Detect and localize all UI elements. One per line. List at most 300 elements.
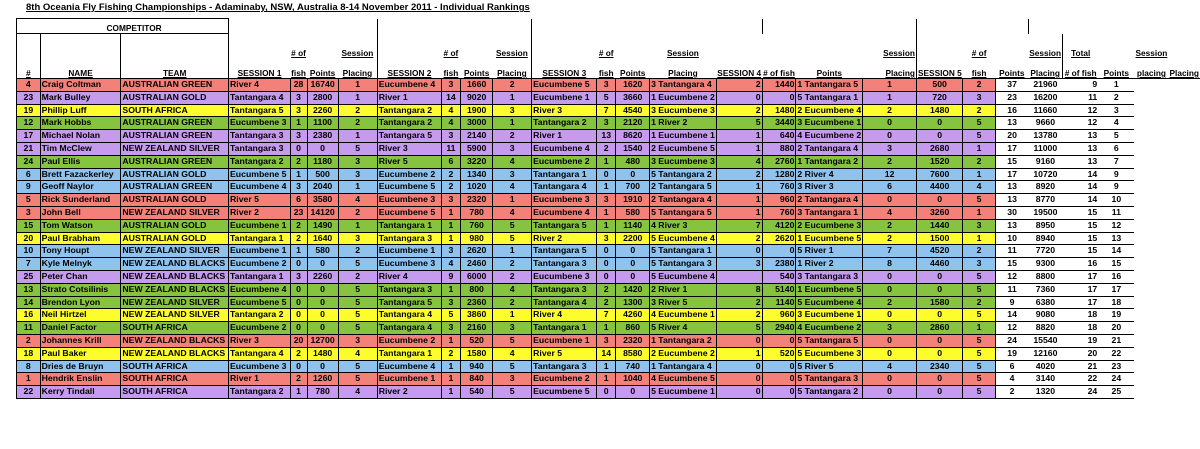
session4-points: 540 bbox=[762, 270, 796, 283]
col-s2-fish: fish bbox=[441, 58, 460, 79]
col-s3-placing: Placing bbox=[650, 58, 717, 79]
session1-points: 0 bbox=[307, 322, 338, 335]
table-row bbox=[17, 283, 1200, 296]
session4-venue: 1 Eucumbene 2 bbox=[650, 91, 717, 104]
session3-points: 0 bbox=[616, 168, 650, 181]
points-placing: 15 bbox=[1063, 219, 1099, 232]
session1-points: 0 bbox=[307, 283, 338, 296]
session2-fish: 3 bbox=[441, 245, 460, 258]
session3-fish: 2 bbox=[596, 296, 615, 309]
session2-venue: Eucumbene 1 bbox=[377, 373, 441, 386]
session2-placing: 1 bbox=[493, 194, 532, 207]
session4-venue: 5 Eucumbene 1 bbox=[650, 386, 717, 399]
session2-venue: Tantangara 2 bbox=[377, 104, 441, 117]
session4-venue: 2 Eucumbene 2 bbox=[650, 347, 717, 360]
session5-fish: 6 bbox=[863, 181, 917, 194]
session2-points: 1660 bbox=[461, 79, 493, 92]
session2-points: 5900 bbox=[461, 142, 493, 155]
session4-fish: 3 bbox=[716, 258, 762, 271]
competitor-number: 21 bbox=[17, 142, 41, 155]
session5-placing: 5 bbox=[963, 130, 996, 143]
session4-points: 2380 bbox=[762, 258, 796, 271]
total-points: 8770 bbox=[1028, 194, 1062, 207]
session3-fish: 5 bbox=[596, 91, 615, 104]
session5-venue: 3 Eucumbene 1 bbox=[796, 309, 863, 322]
session1-points: 0 bbox=[307, 296, 338, 309]
total-fish: 15 bbox=[995, 155, 1028, 168]
session3-fish: 0 bbox=[596, 270, 615, 283]
session2-placing: 3 bbox=[493, 104, 532, 117]
competitor-name: Strato Cotsilinis bbox=[40, 283, 121, 296]
session3-venue: Eucumbene 5 bbox=[532, 79, 597, 92]
session4-venue: 2 Tantangara 4 bbox=[650, 194, 717, 207]
session4-fish: 2 bbox=[716, 232, 762, 245]
total-points: 3140 bbox=[1028, 373, 1062, 386]
competitor-name: Tom Watson bbox=[40, 219, 121, 232]
session1-venue: Tantangara 2 bbox=[229, 155, 291, 168]
session5-placing: 1 bbox=[963, 232, 996, 245]
total-points: 8820 bbox=[1028, 322, 1062, 335]
overall-placing: 19 bbox=[1098, 309, 1134, 322]
session2-points: 540 bbox=[461, 386, 493, 399]
session1-placing: 5 bbox=[338, 258, 377, 271]
table-row bbox=[17, 360, 1200, 373]
session5-venue: 3 Eucumbene 1 bbox=[796, 117, 863, 130]
session4-venue: 5 Eucumbene 4 bbox=[650, 270, 717, 283]
overall-placing: 1 bbox=[1098, 79, 1134, 92]
session4-fish: 0 bbox=[716, 245, 762, 258]
competitor-name: Brett Fazackerley bbox=[40, 168, 121, 181]
session5-venue: 3 Tantangara 3 bbox=[796, 270, 863, 283]
team-name: AUSTRALIAN GOLD bbox=[121, 168, 229, 181]
session5-venue: 5 Eucumbene 3 bbox=[796, 347, 863, 360]
session2-fish: 9 bbox=[441, 270, 460, 283]
session3-fish: 1 bbox=[596, 373, 615, 386]
total-points: 15540 bbox=[1028, 334, 1062, 347]
session3-venue: Tantangara 1 bbox=[532, 168, 597, 181]
table-row bbox=[17, 245, 1200, 258]
session1-placing: 1 bbox=[338, 130, 377, 143]
team-name: AUSTRALIAN GOLD bbox=[121, 219, 229, 232]
session1-fish: 0 bbox=[290, 309, 307, 322]
table-row bbox=[17, 347, 1200, 360]
session2-venue: River 3 bbox=[377, 142, 441, 155]
session3-fish: 0 bbox=[596, 168, 615, 181]
s5-num-of: # of bbox=[971, 48, 987, 58]
session1-fish: 3 bbox=[290, 104, 307, 117]
session3-venue: River 1 bbox=[532, 130, 597, 143]
table-row bbox=[17, 270, 1200, 283]
competitor-name: Brendon Lyon bbox=[40, 296, 121, 309]
session1-venue: Tantangara 2 bbox=[229, 309, 291, 322]
table-row bbox=[17, 296, 1200, 309]
session1-placing: 5 bbox=[338, 296, 377, 309]
session1-placing: 5 bbox=[338, 142, 377, 155]
session3-fish: 7 bbox=[596, 309, 615, 322]
session2-placing: 2 bbox=[493, 130, 532, 143]
session2-points: 780 bbox=[461, 206, 493, 219]
s2-session-top: Session bbox=[495, 48, 528, 58]
session2-fish: 3 bbox=[441, 322, 460, 335]
session3-venue: Eucumbene 4 bbox=[532, 142, 597, 155]
table-row bbox=[17, 219, 1200, 232]
overall-placing: 12 bbox=[1098, 219, 1134, 232]
session3-fish: 2 bbox=[596, 142, 615, 155]
team-name: NEW ZEALAND SILVER bbox=[121, 309, 229, 322]
col-session1: SESSION 1 bbox=[229, 58, 291, 79]
points-placing: 24 bbox=[1063, 386, 1099, 399]
team-name: AUSTRALIAN GOLD bbox=[121, 194, 229, 207]
total-points: 8920 bbox=[1028, 181, 1062, 194]
total-points: 1320 bbox=[1028, 386, 1062, 399]
session1-points: 2800 bbox=[307, 91, 338, 104]
session1-fish: 3 bbox=[290, 91, 307, 104]
session4-points: 5140 bbox=[762, 283, 796, 296]
session1-venue: Eucumbene 2 bbox=[229, 258, 291, 271]
session2-placing: 2 bbox=[493, 296, 532, 309]
session5-placing: 1 bbox=[963, 168, 996, 181]
session1-fish: 1 bbox=[290, 386, 307, 399]
session5-points: 4460 bbox=[916, 258, 962, 271]
session3-venue: Eucumbene 1 bbox=[532, 334, 597, 347]
total-points: 19500 bbox=[1028, 206, 1062, 219]
team-name: NEW ZEALAND SILVER bbox=[121, 206, 229, 219]
session5-fish: 0 bbox=[863, 194, 917, 207]
points-placing: 13 bbox=[1063, 155, 1099, 168]
session5-fish: 12 bbox=[863, 168, 917, 181]
session4-venue: 5 Eucumbene 4 bbox=[650, 232, 717, 245]
session1-venue: Eucumbene 4 bbox=[229, 283, 291, 296]
competitor-name: Peter Chan bbox=[40, 270, 121, 283]
session5-venue: 5 Tantangara 1 bbox=[796, 91, 863, 104]
points-placing: 17 bbox=[1063, 283, 1099, 296]
col-s5-placing: Placing bbox=[1028, 58, 1062, 79]
overall-placing: 5 bbox=[1098, 130, 1134, 143]
total-fish: 9 bbox=[995, 296, 1028, 309]
total-fish: 6 bbox=[995, 360, 1028, 373]
table-row bbox=[17, 194, 1200, 207]
session4-fish: 1 bbox=[716, 347, 762, 360]
col-session2: SESSION 2 bbox=[377, 58, 441, 79]
overall-placing: 20 bbox=[1098, 322, 1134, 335]
page-title: 8th Oceania Fly Fishing Championships - Adaminaby, NSW, Australia 8-14 November 2011 - Individual Rankings bbox=[26, 2, 530, 13]
session5-venue: 1 River 2 bbox=[796, 258, 863, 271]
session4-points: 640 bbox=[762, 130, 796, 143]
competitor-number: 17 bbox=[17, 130, 41, 143]
session2-venue: Eucumbene 2 bbox=[377, 168, 441, 181]
col-s2-placing: Placing bbox=[493, 58, 532, 79]
session3-points: 860 bbox=[616, 322, 650, 335]
overall-placing: 13 bbox=[1098, 232, 1134, 245]
session1-placing: 4 bbox=[338, 194, 377, 207]
session1-placing: 4 bbox=[338, 386, 377, 399]
team-name: AUSTRALIAN GOLD bbox=[121, 91, 229, 104]
session4-points: 2940 bbox=[762, 322, 796, 335]
session2-points: 2460 bbox=[461, 258, 493, 271]
session5-placing: 5 bbox=[963, 386, 996, 399]
session1-venue: Eucumbene 3 bbox=[229, 360, 291, 373]
session3-venue: Tantangara 2 bbox=[532, 117, 597, 130]
total-fish: 13 bbox=[995, 219, 1028, 232]
competitor-number: 8 bbox=[17, 360, 41, 373]
session5-points: 0 bbox=[916, 347, 962, 360]
competitor-number: 1 bbox=[17, 373, 41, 386]
session1-points: 2040 bbox=[307, 181, 338, 194]
table-row bbox=[17, 309, 1200, 322]
session4-points: 4120 bbox=[762, 219, 796, 232]
session2-fish: 3 bbox=[441, 130, 460, 143]
overall-placing: 21 bbox=[1098, 334, 1134, 347]
session3-points: 2200 bbox=[616, 232, 650, 245]
session1-venue: River 4 bbox=[229, 79, 291, 92]
session2-points: 3860 bbox=[461, 309, 493, 322]
session5-venue: 5 Tantangara 3 bbox=[796, 373, 863, 386]
competitor-name: Paul Ellis bbox=[40, 155, 121, 168]
competitor-number: 5 bbox=[17, 194, 41, 207]
session4-venue: 2 Eucumbene 5 bbox=[650, 142, 717, 155]
session4-venue: 1 River 2 bbox=[650, 117, 717, 130]
session5-placing: 1 bbox=[963, 322, 996, 335]
session4-fish: 0 bbox=[716, 91, 762, 104]
total-points: 11000 bbox=[1028, 142, 1062, 155]
total-points: 9300 bbox=[1028, 258, 1062, 271]
session4-venue: 2 River 1 bbox=[650, 283, 717, 296]
session5-venue: 2 Tantangara 4 bbox=[796, 194, 863, 207]
session5-venue: 1 Eucumbene 5 bbox=[796, 283, 863, 296]
total-fish: 11 bbox=[995, 245, 1028, 258]
session2-fish: 2 bbox=[441, 181, 460, 194]
session1-placing: 4 bbox=[338, 347, 377, 360]
total-fish: 11 bbox=[995, 283, 1028, 296]
session5-fish: 1 bbox=[863, 79, 917, 92]
session4-venue: 4 Eucumbene 1 bbox=[650, 309, 717, 322]
session1-points: 2260 bbox=[307, 104, 338, 117]
overall-placing: 7 bbox=[1098, 155, 1134, 168]
session5-placing: 2 bbox=[963, 104, 996, 117]
col-s4-points: Points bbox=[796, 58, 863, 79]
session5-points: 500 bbox=[916, 79, 962, 92]
competitor-number: 3 bbox=[17, 206, 41, 219]
session2-venue: River 4 bbox=[377, 270, 441, 283]
points-placing: 14 bbox=[1063, 181, 1099, 194]
competitor-name: Geoff Naylor bbox=[40, 181, 121, 194]
session4-fish: 2 bbox=[716, 79, 762, 92]
session2-fish: 1 bbox=[441, 232, 460, 245]
table-row bbox=[17, 168, 1200, 181]
col-s4-fish: # of fish bbox=[762, 58, 796, 79]
points-placing: 14 bbox=[1063, 194, 1099, 207]
session1-fish: 0 bbox=[290, 258, 307, 271]
session3-points: 2320 bbox=[616, 334, 650, 347]
session5-placing: 2 bbox=[963, 79, 996, 92]
team-name: SOUTH AFRICA bbox=[121, 386, 229, 399]
session4-points: 0 bbox=[762, 386, 796, 399]
session5-fish: 8 bbox=[863, 258, 917, 271]
session5-venue: 1 Eucumbene 5 bbox=[796, 232, 863, 245]
col-overall-placing: Placing bbox=[1168, 58, 1200, 79]
points-placing: 12 bbox=[1063, 117, 1099, 130]
session5-venue: 5 Tantangara 5 bbox=[796, 334, 863, 347]
table-row bbox=[17, 130, 1200, 143]
session2-venue: Tantangara 1 bbox=[377, 347, 441, 360]
competitor-number: 20 bbox=[17, 232, 41, 245]
session5-points: 0 bbox=[916, 270, 962, 283]
session2-placing: 4 bbox=[493, 155, 532, 168]
session3-fish: 0 bbox=[596, 258, 615, 271]
total-fish: 13 bbox=[995, 181, 1028, 194]
s5-session-top: Session bbox=[1029, 48, 1062, 58]
session2-points: 6000 bbox=[461, 270, 493, 283]
session2-points: 940 bbox=[461, 360, 493, 373]
session1-venue: River 5 bbox=[229, 194, 291, 207]
session2-venue: River 1 bbox=[377, 91, 441, 104]
session2-points: 1340 bbox=[461, 168, 493, 181]
session5-venue: 1 Tantangara 2 bbox=[796, 155, 863, 168]
session2-points: 980 bbox=[461, 232, 493, 245]
session4-fish: 1 bbox=[716, 130, 762, 143]
total-points: 7720 bbox=[1028, 245, 1062, 258]
session5-points: 2680 bbox=[916, 142, 962, 155]
session2-placing: 2 bbox=[493, 79, 532, 92]
session3-fish: 1 bbox=[596, 181, 615, 194]
session1-fish: 2 bbox=[290, 347, 307, 360]
session3-venue: Tantangara 5 bbox=[532, 219, 597, 232]
session3-fish: 1 bbox=[596, 206, 615, 219]
session5-placing: 5 bbox=[963, 117, 996, 130]
session3-points: 700 bbox=[616, 181, 650, 194]
session1-fish: 1 bbox=[290, 245, 307, 258]
session4-fish bbox=[716, 270, 762, 283]
session2-placing: 4 bbox=[493, 181, 532, 194]
session1-venue: Tantangara 2 bbox=[229, 386, 291, 399]
s1-num-of: # of bbox=[291, 48, 306, 58]
session5-fish: 0 bbox=[863, 270, 917, 283]
session3-venue: Eucumbene 2 bbox=[532, 155, 597, 168]
session2-venue: Tantangara 5 bbox=[377, 296, 441, 309]
session-points-top: Session bbox=[1135, 48, 1168, 58]
total-points: 9660 bbox=[1028, 117, 1062, 130]
overall-placing: 10 bbox=[1098, 194, 1134, 207]
points-placing: 12 bbox=[1063, 104, 1099, 117]
session2-points: 9020 bbox=[461, 91, 493, 104]
session4-points: 520 bbox=[762, 347, 796, 360]
session5-venue: 5 Tantangara 2 bbox=[796, 386, 863, 399]
session5-points: 4400 bbox=[916, 181, 962, 194]
session1-fish: 0 bbox=[290, 283, 307, 296]
session1-points: 0 bbox=[307, 360, 338, 373]
session5-fish: 2 bbox=[863, 219, 917, 232]
total-fish: 15 bbox=[995, 258, 1028, 271]
session5-fish: 4 bbox=[863, 360, 917, 373]
session4-points: 960 bbox=[762, 194, 796, 207]
team-name: NEW ZEALAND SILVER bbox=[121, 245, 229, 258]
points-placing: 18 bbox=[1063, 322, 1099, 335]
session5-points: 0 bbox=[916, 373, 962, 386]
session5-fish: 7 bbox=[863, 245, 917, 258]
session2-venue: Eucumbene 3 bbox=[377, 194, 441, 207]
session1-fish: 1 bbox=[290, 168, 307, 181]
session2-venue: Eucumbene 4 bbox=[377, 360, 441, 373]
session2-points: 3220 bbox=[461, 155, 493, 168]
session1-fish: 0 bbox=[290, 142, 307, 155]
session5-points: 4520 bbox=[916, 245, 962, 258]
session5-venue: 2 Eucumbene 4 bbox=[796, 104, 863, 117]
session4-fish: 1 bbox=[716, 194, 762, 207]
table-row bbox=[17, 322, 1200, 335]
session1-fish: 28 bbox=[290, 79, 307, 92]
competitor-name: Hendrik Enslin bbox=[40, 373, 121, 386]
session1-placing: 5 bbox=[338, 309, 377, 322]
team-name: SOUTH AFRICA bbox=[121, 373, 229, 386]
session4-points: 1480 bbox=[762, 104, 796, 117]
session2-venue: Tantangara 4 bbox=[377, 309, 441, 322]
session5-points: 1440 bbox=[916, 219, 962, 232]
session1-venue: Tantangara 1 bbox=[229, 232, 291, 245]
session1-placing: 1 bbox=[338, 219, 377, 232]
session5-points: 0 bbox=[916, 117, 962, 130]
col-s3-fish: fish bbox=[596, 58, 615, 79]
col-s1-points: Points bbox=[307, 58, 338, 79]
session5-points: 1520 bbox=[916, 155, 962, 168]
session5-venue: 1 Tantangara 5 bbox=[796, 79, 863, 92]
session1-points: 14120 bbox=[307, 206, 338, 219]
session1-venue: Tantangara 1 bbox=[229, 270, 291, 283]
session5-placing: 3 bbox=[963, 219, 996, 232]
session1-points: 500 bbox=[307, 168, 338, 181]
session2-points: 760 bbox=[461, 219, 493, 232]
session1-fish: 2 bbox=[290, 373, 307, 386]
team-name: NEW ZEALAND BLACKS bbox=[121, 270, 229, 283]
session2-points: 2140 bbox=[461, 130, 493, 143]
team-name: AUSTRALIAN GREEN bbox=[121, 79, 229, 92]
session1-fish: 3 bbox=[290, 130, 307, 143]
total-fish: 13 bbox=[995, 117, 1028, 130]
competitor-name: Kerry Tindall bbox=[40, 386, 121, 399]
session2-points: 520 bbox=[461, 334, 493, 347]
team-name: NEW ZEALAND BLACKS bbox=[121, 347, 229, 360]
session3-fish: 13 bbox=[596, 130, 615, 143]
table-row bbox=[17, 334, 1200, 347]
total-fish: 37 bbox=[995, 79, 1028, 92]
overall-placing: 9 bbox=[1098, 181, 1134, 194]
total-points: 12160 bbox=[1028, 347, 1062, 360]
competitor-number: 7 bbox=[17, 258, 41, 271]
session3-venue: Eucumbene 3 bbox=[532, 194, 597, 207]
total-fish: 16 bbox=[995, 104, 1028, 117]
session5-venue: 4 Eucumbene 2 bbox=[796, 322, 863, 335]
session2-fish: 5 bbox=[441, 309, 460, 322]
col-points-placing: placing bbox=[1134, 58, 1168, 79]
session3-fish: 2 bbox=[596, 283, 615, 296]
col-session5: SESSION 5 bbox=[916, 58, 962, 79]
total-fish: 17 bbox=[995, 142, 1028, 155]
overall-placing: 14 bbox=[1098, 245, 1134, 258]
session1-placing: 5 bbox=[338, 373, 377, 386]
session2-venue: Tantangara 2 bbox=[377, 117, 441, 130]
session2-fish: 11 bbox=[441, 142, 460, 155]
session4-fish: 2 bbox=[716, 296, 762, 309]
competitor-name: Craig Coltman bbox=[40, 79, 121, 92]
session5-fish: 0 bbox=[863, 130, 917, 143]
total-fish: 23 bbox=[995, 91, 1028, 104]
session3-points: 0 bbox=[616, 270, 650, 283]
team-name: AUSTRALIAN GREEN bbox=[121, 155, 229, 168]
session1-points: 16740 bbox=[307, 79, 338, 92]
competitor-number: 12 bbox=[17, 117, 41, 130]
session5-venue: 3 Tantangara 1 bbox=[796, 206, 863, 219]
session4-points: 1440 bbox=[762, 79, 796, 92]
points-placing: 13 bbox=[1063, 142, 1099, 155]
